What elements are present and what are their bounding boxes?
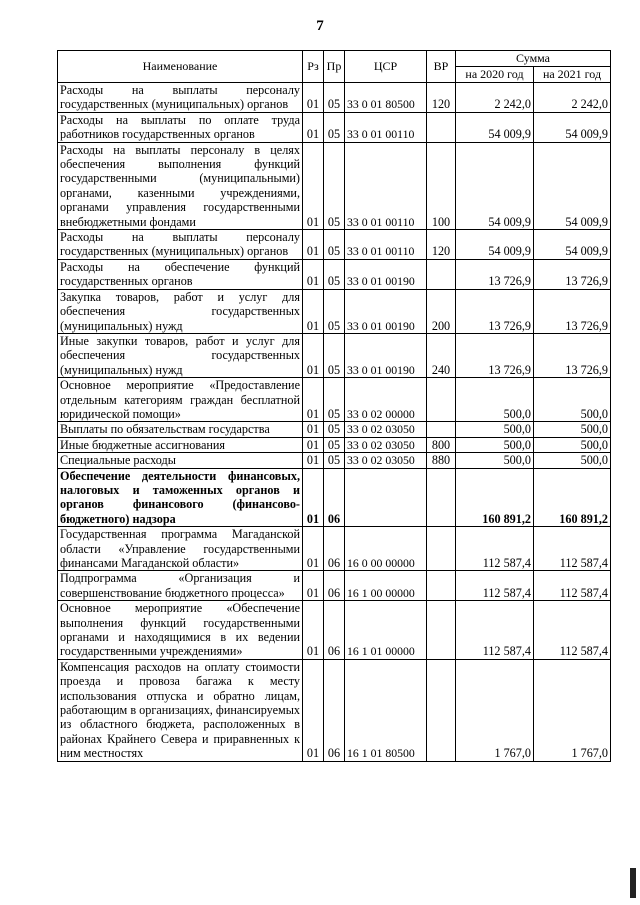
row-pr: 06 [324,571,345,601]
row-csr: 33 0 01 00110 [345,230,427,260]
row-sum-2020: 112 587,4 [456,527,534,571]
table-row [58,378,611,422]
row-csr: 33 0 01 00110 [345,142,427,229]
row-csr: 16 0 00 00000 [345,527,427,571]
row-csr: 33 0 02 03050 [345,422,427,437]
row-rz: 01 [303,333,324,377]
row-rz: 01 [303,230,324,260]
row-sum-2020: 13 726,9 [456,333,534,377]
row-csr: 33 0 02 03050 [345,437,427,452]
table-row [58,571,611,601]
row-name: Основное мероприятие «Предоставление отдельным категориям граждан бесплатной юридической помощи» [58,378,303,422]
row-name: Компенсация расходов на оплату стоимости проезда и провоза багажа к месту использования отпуска и обратно лицам, работающим в организациях, финансируемых из областного бюджета, расположенных в районах Крайнего Севера и приравненных к ним местностях [58,659,303,761]
row-sum-2020: 500,0 [456,437,534,452]
table-row [58,259,611,289]
row-csr: 33 0 02 00000 [345,378,427,422]
row-sum-2020: 112 587,4 [456,601,534,660]
row-sum-2021: 500,0 [534,422,611,437]
row-sum-2020: 54 009,9 [456,142,534,229]
row-rz: 01 [303,453,324,468]
row-sum-2021: 160 891,2 [534,468,611,527]
row-pr: 05 [324,142,345,229]
row-vr: 120 [427,230,456,260]
row-sum-2020: 54 009,9 [456,112,534,142]
table-row [58,289,611,333]
row-sum-2021: 54 009,9 [534,142,611,229]
row-sum-2021: 13 726,9 [534,333,611,377]
row-name: Специальные расходы [58,453,303,468]
header-sum: Сумма [456,51,611,67]
table-row [58,230,611,260]
row-rz: 01 [303,422,324,437]
table-row [58,437,611,452]
row-sum-2020: 160 891,2 [456,468,534,527]
header-year-2020: на 2020 год [456,67,534,83]
row-sum-2021: 112 587,4 [534,601,611,660]
row-name: Подпрограмма «Организация и совершенствование бюджетного процесса» [58,571,303,601]
row-vr: 120 [427,83,456,113]
row-vr: 800 [427,437,456,452]
table-row [58,659,611,761]
row-pr: 05 [324,289,345,333]
row-sum-2021: 2 242,0 [534,83,611,113]
row-name: Основное мероприятие «Обеспечение выполнения функций государственными органами и находящимися в их ведении государственными учреждениями» [58,601,303,660]
header-year-2021: на 2021 год [534,67,611,83]
row-sum-2021: 112 587,4 [534,527,611,571]
row-rz: 01 [303,142,324,229]
row-sum-2020: 500,0 [456,453,534,468]
table-row [58,601,611,660]
row-pr: 05 [324,83,345,113]
row-pr: 05 [324,230,345,260]
row-name: Расходы на выплаты по оплате труда работников государственных органов [58,112,303,142]
row-vr: 100 [427,142,456,229]
row-pr: 06 [324,601,345,660]
row-rz: 01 [303,83,324,113]
row-vr: 880 [427,453,456,468]
row-name: Государственная программа Магаданской области «Управление государственными финансами Магаданской области» [58,527,303,571]
row-sum-2020: 54 009,9 [456,230,534,260]
row-csr [345,468,427,527]
row-vr [427,422,456,437]
row-pr: 05 [324,453,345,468]
page-number: 7 [316,18,324,34]
row-rz: 01 [303,601,324,660]
table-row [58,422,611,437]
row-name: Расходы на выплаты персоналу в целях обеспечения выполнения функций государственными (муниципальными) органами, казенными учреждениями, органами управления государственными внебюджетными фондами [58,142,303,229]
row-sum-2021: 54 009,9 [534,230,611,260]
row-name: Расходы на выплаты персоналу государственных (муниципальных) органов [58,230,303,260]
header-name: Наименование [58,51,303,83]
row-rz: 01 [303,259,324,289]
table-row [58,142,611,229]
row-rz: 01 [303,378,324,422]
row-sum-2020: 2 242,0 [456,83,534,113]
row-name: Расходы на обеспечение функций государственных органов [58,259,303,289]
row-sum-2021: 13 726,9 [534,289,611,333]
table-row [58,83,611,113]
header-csr: ЦСР [345,51,427,83]
scan-edge-mark [630,868,636,898]
row-sum-2021: 54 009,9 [534,112,611,142]
header-pr: Пр [324,51,345,83]
row-pr: 06 [324,468,345,527]
row-name: Иные закупки товаров, работ и услуг для обеспечения государственных (муниципальных) нужд [58,333,303,377]
row-name: Обеспечение деятельности финансовых, налоговых и таможенных органов и органов финансового (финансово-бюджетного) надзора [58,468,303,527]
row-vr: 200 [427,289,456,333]
row-rz: 01 [303,112,324,142]
header-rz: Рз [303,51,324,83]
row-name: Иные бюджетные ассигнования [58,437,303,452]
row-pr: 06 [324,659,345,761]
row-vr [427,378,456,422]
row-pr: 05 [324,259,345,289]
row-name: Расходы на выплаты персоналу государственных (муниципальных) органов [58,83,303,113]
row-rz: 01 [303,527,324,571]
row-csr: 16 1 00 00000 [345,571,427,601]
row-sum-2021: 500,0 [534,437,611,452]
table-row [58,468,611,527]
row-pr: 05 [324,437,345,452]
table-row [58,453,611,468]
row-csr: 16 1 01 00000 [345,601,427,660]
row-sum-2020: 500,0 [456,422,534,437]
row-pr: 06 [324,527,345,571]
table-row [58,527,611,571]
budget-table [57,50,611,762]
row-vr [427,112,456,142]
row-sum-2020: 13 726,9 [456,259,534,289]
row-csr: 33 0 01 80500 [345,83,427,113]
row-vr: 240 [427,333,456,377]
row-rz: 01 [303,468,324,527]
row-csr: 16 1 01 80500 [345,659,427,761]
row-sum-2021: 500,0 [534,453,611,468]
row-rz: 01 [303,289,324,333]
row-vr [427,527,456,571]
row-pr: 05 [324,112,345,142]
row-name: Закупка товаров, работ и услуг для обеспечения государственных (муниципальных) нужд [58,289,303,333]
row-csr: 33 0 01 00110 [345,112,427,142]
row-rz: 01 [303,659,324,761]
row-name: Выплаты по обязательствам государства [58,422,303,437]
row-sum-2021: 112 587,4 [534,571,611,601]
row-sum-2021: 500,0 [534,378,611,422]
row-sum-2020: 500,0 [456,378,534,422]
row-sum-2020: 1 767,0 [456,659,534,761]
row-pr: 05 [324,333,345,377]
row-vr [427,601,456,660]
row-rz: 01 [303,571,324,601]
row-csr: 33 0 01 00190 [345,289,427,333]
row-rz: 01 [303,437,324,452]
row-vr [427,468,456,527]
row-vr [427,659,456,761]
row-pr: 05 [324,422,345,437]
table-row [58,112,611,142]
row-sum-2020: 112 587,4 [456,571,534,601]
row-vr [427,571,456,601]
row-sum-2021: 13 726,9 [534,259,611,289]
row-csr: 33 0 01 00190 [345,259,427,289]
row-vr [427,259,456,289]
row-csr: 33 0 01 00190 [345,333,427,377]
row-csr: 33 0 02 03050 [345,453,427,468]
header-vr: ВР [427,51,456,83]
budget-table-body [58,83,611,762]
row-sum-2020: 13 726,9 [456,289,534,333]
table-row [58,333,611,377]
row-sum-2021: 1 767,0 [534,659,611,761]
row-pr: 05 [324,378,345,422]
